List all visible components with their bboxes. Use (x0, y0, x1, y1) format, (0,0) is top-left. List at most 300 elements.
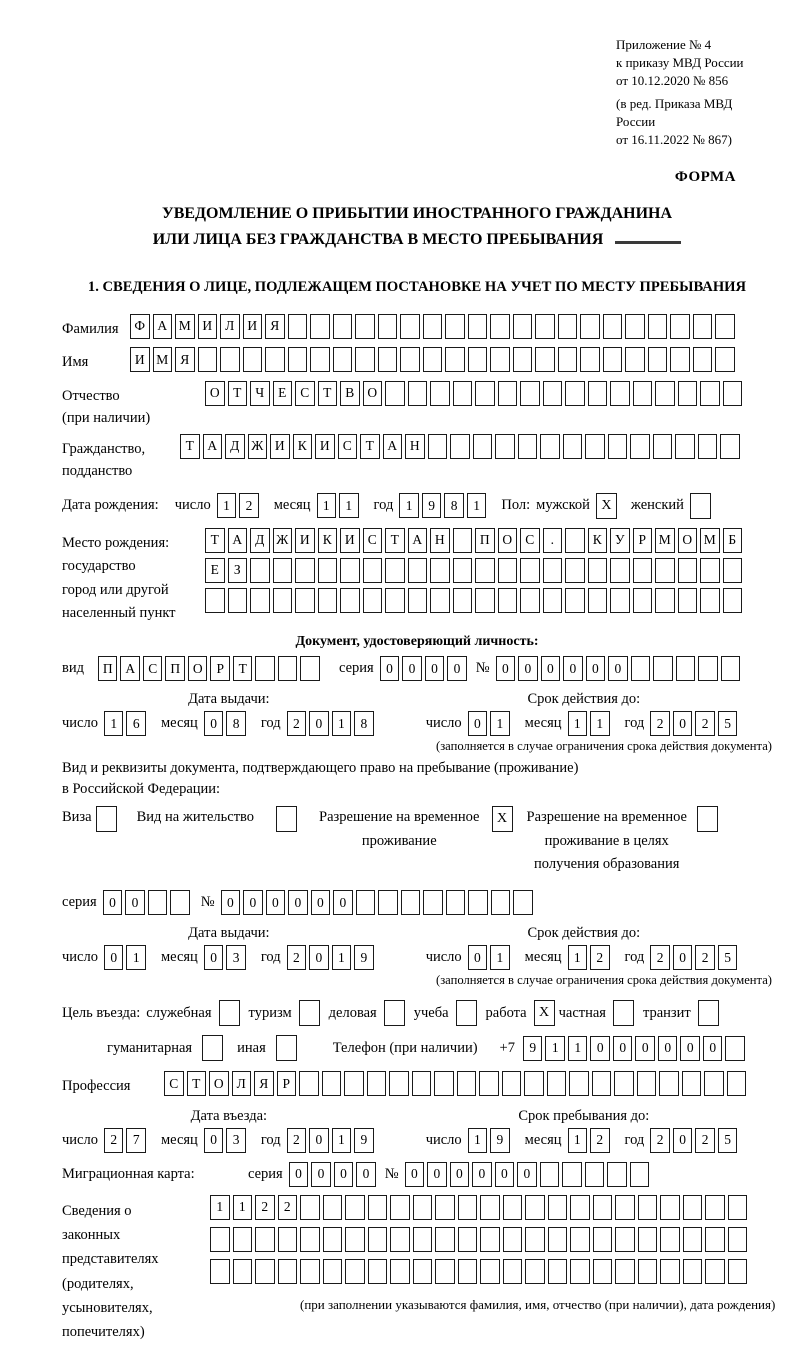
char-cell[interactable] (450, 434, 470, 459)
char-cell[interactable] (480, 1259, 500, 1284)
char-cell[interactable] (310, 314, 330, 339)
char-cell[interactable] (630, 434, 650, 459)
char-cell[interactable]: Т (180, 434, 200, 459)
char-cell[interactable]: 1 (339, 493, 359, 518)
char-cell[interactable] (659, 1071, 679, 1096)
char-cell[interactable] (413, 1227, 433, 1252)
char-cell[interactable] (593, 1259, 613, 1284)
char-cell[interactable] (318, 588, 338, 613)
char-cell[interactable]: И (295, 528, 315, 553)
char-cell[interactable]: 2 (278, 1195, 298, 1220)
char-cell[interactable]: 2 (650, 945, 670, 970)
char-cell[interactable] (638, 1259, 658, 1284)
char-cell[interactable]: 0 (356, 1162, 376, 1187)
char-cell[interactable] (513, 314, 533, 339)
char-cell[interactable]: 0 (243, 890, 263, 915)
char-cell[interactable] (408, 381, 428, 406)
char-cell[interactable]: П (98, 656, 118, 681)
char-cell[interactable]: 1 (490, 711, 510, 736)
char-cell[interactable] (563, 434, 583, 459)
char-cell[interactable] (615, 1227, 635, 1252)
char-cell[interactable] (148, 890, 168, 915)
char-cell[interactable] (345, 1195, 365, 1220)
char-cell[interactable]: 2 (104, 1128, 124, 1153)
char-cell[interactable]: 0 (103, 890, 123, 915)
char-cell[interactable] (333, 314, 353, 339)
char-cell[interactable] (676, 656, 696, 681)
char-cell[interactable] (299, 1071, 319, 1096)
char-cell[interactable] (423, 314, 443, 339)
char-cell[interactable]: 5 (718, 945, 738, 970)
char-cell[interactable] (468, 314, 488, 339)
gender-female-checkbox[interactable] (690, 493, 711, 519)
char-cell[interactable]: Р (633, 528, 653, 553)
char-cell[interactable]: 0 (673, 1128, 693, 1153)
char-cell[interactable]: 9 (354, 1128, 374, 1153)
purpose-business-checkbox[interactable] (384, 1000, 405, 1026)
char-cell[interactable]: С (338, 434, 358, 459)
char-cell[interactable] (585, 1162, 605, 1187)
char-cell[interactable]: 0 (495, 1162, 515, 1187)
char-cell[interactable] (273, 558, 293, 583)
char-cell[interactable]: 1 (568, 1036, 588, 1061)
char-cell[interactable]: Ф (130, 314, 150, 339)
char-cell[interactable]: А (228, 528, 248, 553)
char-cell[interactable] (295, 558, 315, 583)
char-cell[interactable]: А (383, 434, 403, 459)
char-cell[interactable] (655, 381, 675, 406)
char-cell[interactable] (435, 1195, 455, 1220)
char-cell[interactable]: Т (233, 656, 253, 681)
char-cell[interactable] (434, 1071, 454, 1096)
char-cell[interactable] (588, 588, 608, 613)
char-cell[interactable]: И (198, 314, 218, 339)
char-cell[interactable]: 2 (650, 1128, 670, 1153)
char-cell[interactable] (524, 1071, 544, 1096)
char-cell[interactable] (475, 588, 495, 613)
char-cell[interactable] (300, 1227, 320, 1252)
char-cell[interactable] (378, 347, 398, 372)
char-cell[interactable]: Д (225, 434, 245, 459)
char-cell[interactable]: С (143, 656, 163, 681)
char-cell[interactable] (693, 347, 713, 372)
char-cell[interactable]: 0 (402, 656, 422, 681)
char-cell[interactable] (295, 588, 315, 613)
char-cell[interactable] (250, 588, 270, 613)
purpose-humanitarian-checkbox[interactable] (202, 1035, 223, 1061)
char-cell[interactable]: 2 (695, 711, 715, 736)
char-cell[interactable]: К (588, 528, 608, 553)
char-cell[interactable]: Я (265, 314, 285, 339)
char-cell[interactable] (570, 1227, 590, 1252)
char-cell[interactable] (273, 588, 293, 613)
char-cell[interactable] (255, 656, 275, 681)
char-cell[interactable] (638, 1227, 658, 1252)
char-cell[interactable] (233, 1259, 253, 1284)
char-cell[interactable] (655, 588, 675, 613)
char-cell[interactable]: 0 (334, 1162, 354, 1187)
temp-residence-checkbox[interactable]: X (492, 806, 513, 832)
char-cell[interactable]: 0 (204, 945, 224, 970)
char-cell[interactable] (723, 588, 743, 613)
char-cell[interactable] (458, 1195, 478, 1220)
char-cell[interactable] (670, 314, 690, 339)
char-cell[interactable]: 2 (695, 945, 715, 970)
char-cell[interactable]: 0 (563, 656, 583, 681)
char-cell[interactable]: Л (220, 314, 240, 339)
char-cell[interactable] (580, 347, 600, 372)
char-cell[interactable]: Т (318, 381, 338, 406)
char-cell[interactable] (513, 890, 533, 915)
char-cell[interactable]: 1 (210, 1195, 230, 1220)
char-cell[interactable]: А (153, 314, 173, 339)
char-cell[interactable]: 0 (427, 1162, 447, 1187)
char-cell[interactable] (475, 381, 495, 406)
char-cell[interactable] (653, 434, 673, 459)
char-cell[interactable] (660, 1259, 680, 1284)
char-cell[interactable] (670, 347, 690, 372)
char-cell[interactable] (723, 558, 743, 583)
char-cell[interactable] (723, 381, 743, 406)
char-cell[interactable] (318, 558, 338, 583)
char-cell[interactable]: 0 (333, 890, 353, 915)
char-cell[interactable] (513, 347, 533, 372)
char-cell[interactable] (310, 347, 330, 372)
char-cell[interactable] (255, 1227, 275, 1252)
char-cell[interactable] (378, 314, 398, 339)
char-cell[interactable]: 2 (695, 1128, 715, 1153)
char-cell[interactable] (535, 314, 555, 339)
char-cell[interactable]: 0 (472, 1162, 492, 1187)
char-cell[interactable]: 8 (444, 493, 464, 518)
char-cell[interactable] (520, 558, 540, 583)
char-cell[interactable] (727, 1071, 747, 1096)
char-cell[interactable]: 9 (422, 493, 442, 518)
char-cell[interactable]: 2 (287, 1128, 307, 1153)
char-cell[interactable] (490, 347, 510, 372)
char-cell[interactable] (453, 381, 473, 406)
char-cell[interactable] (278, 656, 298, 681)
char-cell[interactable] (543, 558, 563, 583)
char-cell[interactable] (603, 347, 623, 372)
char-cell[interactable] (390, 1259, 410, 1284)
char-cell[interactable]: В (340, 381, 360, 406)
char-cell[interactable] (401, 890, 421, 915)
char-cell[interactable]: Е (205, 558, 225, 583)
char-cell[interactable] (458, 1259, 478, 1284)
char-cell[interactable] (445, 314, 465, 339)
char-cell[interactable] (490, 314, 510, 339)
char-cell[interactable]: 0 (680, 1036, 700, 1061)
char-cell[interactable]: 0 (380, 656, 400, 681)
char-cell[interactable]: 9 (490, 1128, 510, 1153)
char-cell[interactable] (333, 347, 353, 372)
char-cell[interactable] (446, 890, 466, 915)
purpose-other-checkbox[interactable] (276, 1035, 297, 1061)
char-cell[interactable] (543, 588, 563, 613)
char-cell[interactable]: С (363, 528, 383, 553)
char-cell[interactable]: 0 (703, 1036, 723, 1061)
char-cell[interactable]: 0 (309, 945, 329, 970)
char-cell[interactable]: С (295, 381, 315, 406)
char-cell[interactable] (385, 381, 405, 406)
char-cell[interactable] (322, 1071, 342, 1096)
char-cell[interactable]: 2 (590, 1128, 610, 1153)
char-cell[interactable]: 1 (590, 711, 610, 736)
char-cell[interactable] (356, 890, 376, 915)
char-cell[interactable] (570, 1195, 590, 1220)
char-cell[interactable]: О (363, 381, 383, 406)
temp-residence-edu-checkbox[interactable] (697, 806, 718, 832)
char-cell[interactable]: 0 (266, 890, 286, 915)
char-cell[interactable]: М (153, 347, 173, 372)
char-cell[interactable]: Н (405, 434, 425, 459)
char-cell[interactable]: О (678, 528, 698, 553)
char-cell[interactable] (725, 1036, 745, 1061)
char-cell[interactable]: 1 (468, 1128, 488, 1153)
char-cell[interactable]: Е (273, 381, 293, 406)
char-cell[interactable]: 9 (354, 945, 374, 970)
purpose-study-checkbox[interactable] (456, 1000, 477, 1026)
char-cell[interactable]: 0 (204, 1128, 224, 1153)
char-cell[interactable] (610, 381, 630, 406)
char-cell[interactable] (495, 434, 515, 459)
char-cell[interactable]: Т (205, 528, 225, 553)
char-cell[interactable] (565, 558, 585, 583)
char-cell[interactable] (540, 1162, 560, 1187)
char-cell[interactable] (457, 1071, 477, 1096)
char-cell[interactable] (243, 347, 263, 372)
char-cell[interactable]: 0 (673, 945, 693, 970)
char-cell[interactable]: 1 (332, 1128, 352, 1153)
char-cell[interactable] (633, 588, 653, 613)
char-cell[interactable]: 0 (405, 1162, 425, 1187)
char-cell[interactable] (653, 656, 673, 681)
char-cell[interactable]: 0 (658, 1036, 678, 1061)
char-cell[interactable]: 0 (425, 656, 445, 681)
char-cell[interactable] (565, 588, 585, 613)
char-cell[interactable]: . (543, 528, 563, 553)
char-cell[interactable] (278, 1259, 298, 1284)
char-cell[interactable]: 1 (568, 945, 588, 970)
char-cell[interactable] (655, 558, 675, 583)
char-cell[interactable] (683, 1227, 703, 1252)
char-cell[interactable] (345, 1227, 365, 1252)
purpose-work-checkbox[interactable]: X (534, 1000, 555, 1026)
char-cell[interactable]: 0 (447, 656, 467, 681)
char-cell[interactable] (520, 381, 540, 406)
char-cell[interactable] (675, 434, 695, 459)
char-cell[interactable] (170, 890, 190, 915)
char-cell[interactable] (715, 314, 735, 339)
char-cell[interactable]: И (315, 434, 335, 459)
char-cell[interactable] (220, 347, 240, 372)
gender-male-checkbox[interactable]: X (596, 493, 617, 519)
char-cell[interactable] (503, 1195, 523, 1220)
char-cell[interactable] (570, 1259, 590, 1284)
char-cell[interactable] (453, 528, 473, 553)
char-cell[interactable] (728, 1259, 748, 1284)
char-cell[interactable] (430, 381, 450, 406)
char-cell[interactable]: 0 (586, 656, 606, 681)
char-cell[interactable]: Т (228, 381, 248, 406)
char-cell[interactable]: И (340, 528, 360, 553)
char-cell[interactable]: 0 (309, 711, 329, 736)
char-cell[interactable]: Р (277, 1071, 297, 1096)
char-cell[interactable]: 0 (613, 1036, 633, 1061)
char-cell[interactable] (543, 381, 563, 406)
char-cell[interactable] (423, 347, 443, 372)
char-cell[interactable] (413, 1259, 433, 1284)
visa-checkbox[interactable] (96, 806, 117, 832)
char-cell[interactable]: 1 (568, 711, 588, 736)
purpose-private-checkbox[interactable] (613, 1000, 634, 1026)
char-cell[interactable]: А (203, 434, 223, 459)
char-cell[interactable] (363, 558, 383, 583)
char-cell[interactable] (435, 1259, 455, 1284)
char-cell[interactable]: 0 (518, 656, 538, 681)
char-cell[interactable]: М (175, 314, 195, 339)
char-cell[interactable]: О (498, 528, 518, 553)
char-cell[interactable]: Л (232, 1071, 252, 1096)
char-cell[interactable] (390, 1227, 410, 1252)
char-cell[interactable]: 1 (332, 711, 352, 736)
char-cell[interactable]: 5 (718, 711, 738, 736)
char-cell[interactable]: 1 (399, 493, 419, 518)
char-cell[interactable] (228, 588, 248, 613)
char-cell[interactable] (678, 588, 698, 613)
char-cell[interactable] (503, 1227, 523, 1252)
char-cell[interactable]: 8 (354, 711, 374, 736)
char-cell[interactable] (412, 1071, 432, 1096)
char-cell[interactable] (205, 588, 225, 613)
char-cell[interactable] (340, 588, 360, 613)
char-cell[interactable]: 0 (608, 656, 628, 681)
char-cell[interactable] (558, 314, 578, 339)
char-cell[interactable] (700, 588, 720, 613)
char-cell[interactable]: 3 (226, 945, 246, 970)
char-cell[interactable] (633, 381, 653, 406)
char-cell[interactable]: 2 (287, 945, 307, 970)
char-cell[interactable] (355, 347, 375, 372)
char-cell[interactable]: 2 (590, 945, 610, 970)
char-cell[interactable]: 0 (590, 1036, 610, 1061)
char-cell[interactable] (715, 347, 735, 372)
char-cell[interactable] (525, 1195, 545, 1220)
char-cell[interactable] (502, 1071, 522, 1096)
char-cell[interactable] (588, 381, 608, 406)
char-cell[interactable] (540, 434, 560, 459)
char-cell[interactable]: П (165, 656, 185, 681)
char-cell[interactable]: 6 (126, 711, 146, 736)
char-cell[interactable] (498, 381, 518, 406)
char-cell[interactable] (615, 1195, 635, 1220)
char-cell[interactable]: 1 (332, 945, 352, 970)
char-cell[interactable] (698, 656, 718, 681)
char-cell[interactable] (615, 1259, 635, 1284)
char-cell[interactable] (678, 381, 698, 406)
char-cell[interactable]: З (228, 558, 248, 583)
char-cell[interactable] (400, 314, 420, 339)
char-cell[interactable] (300, 1259, 320, 1284)
char-cell[interactable] (700, 558, 720, 583)
char-cell[interactable] (288, 314, 308, 339)
char-cell[interactable] (408, 588, 428, 613)
char-cell[interactable]: 2 (255, 1195, 275, 1220)
char-cell[interactable] (344, 1071, 364, 1096)
char-cell[interactable] (610, 558, 630, 583)
char-cell[interactable]: Н (430, 528, 450, 553)
char-cell[interactable] (698, 434, 718, 459)
char-cell[interactable] (355, 314, 375, 339)
char-cell[interactable]: С (520, 528, 540, 553)
char-cell[interactable] (693, 314, 713, 339)
char-cell[interactable] (265, 347, 285, 372)
char-cell[interactable] (565, 381, 585, 406)
char-cell[interactable]: 1 (233, 1195, 253, 1220)
char-cell[interactable]: 0 (309, 1128, 329, 1153)
char-cell[interactable] (475, 558, 495, 583)
char-cell[interactable] (520, 588, 540, 613)
char-cell[interactable]: Я (254, 1071, 274, 1096)
char-cell[interactable]: Ж (273, 528, 293, 553)
char-cell[interactable] (593, 1227, 613, 1252)
char-cell[interactable] (518, 434, 538, 459)
char-cell[interactable]: 0 (450, 1162, 470, 1187)
char-cell[interactable]: 2 (287, 711, 307, 736)
char-cell[interactable] (637, 1071, 657, 1096)
char-cell[interactable] (535, 347, 555, 372)
char-cell[interactable] (453, 588, 473, 613)
char-cell[interactable] (498, 558, 518, 583)
char-cell[interactable] (720, 434, 740, 459)
char-cell[interactable]: А (408, 528, 428, 553)
char-cell[interactable] (548, 1259, 568, 1284)
char-cell[interactable] (630, 1162, 650, 1187)
char-cell[interactable]: К (318, 528, 338, 553)
char-cell[interactable] (721, 656, 741, 681)
char-cell[interactable]: 1 (490, 945, 510, 970)
char-cell[interactable] (633, 558, 653, 583)
char-cell[interactable] (700, 381, 720, 406)
char-cell[interactable] (390, 1195, 410, 1220)
char-cell[interactable] (430, 588, 450, 613)
char-cell[interactable] (625, 347, 645, 372)
char-cell[interactable] (368, 1195, 388, 1220)
char-cell[interactable] (430, 558, 450, 583)
char-cell[interactable] (233, 1227, 253, 1252)
char-cell[interactable] (323, 1195, 343, 1220)
char-cell[interactable]: 8 (226, 711, 246, 736)
char-cell[interactable] (705, 1259, 725, 1284)
char-cell[interactable]: 0 (221, 890, 241, 915)
char-cell[interactable]: 0 (496, 656, 516, 681)
char-cell[interactable] (198, 347, 218, 372)
char-cell[interactable] (608, 434, 628, 459)
char-cell[interactable] (503, 1259, 523, 1284)
char-cell[interactable]: О (205, 381, 225, 406)
char-cell[interactable] (210, 1227, 230, 1252)
char-cell[interactable] (705, 1227, 725, 1252)
char-cell[interactable]: 7 (126, 1128, 146, 1153)
char-cell[interactable]: 1 (568, 1128, 588, 1153)
char-cell[interactable] (473, 434, 493, 459)
char-cell[interactable]: 0 (635, 1036, 655, 1061)
char-cell[interactable] (660, 1227, 680, 1252)
char-cell[interactable] (491, 890, 511, 915)
char-cell[interactable]: С (164, 1071, 184, 1096)
char-cell[interactable]: К (293, 434, 313, 459)
